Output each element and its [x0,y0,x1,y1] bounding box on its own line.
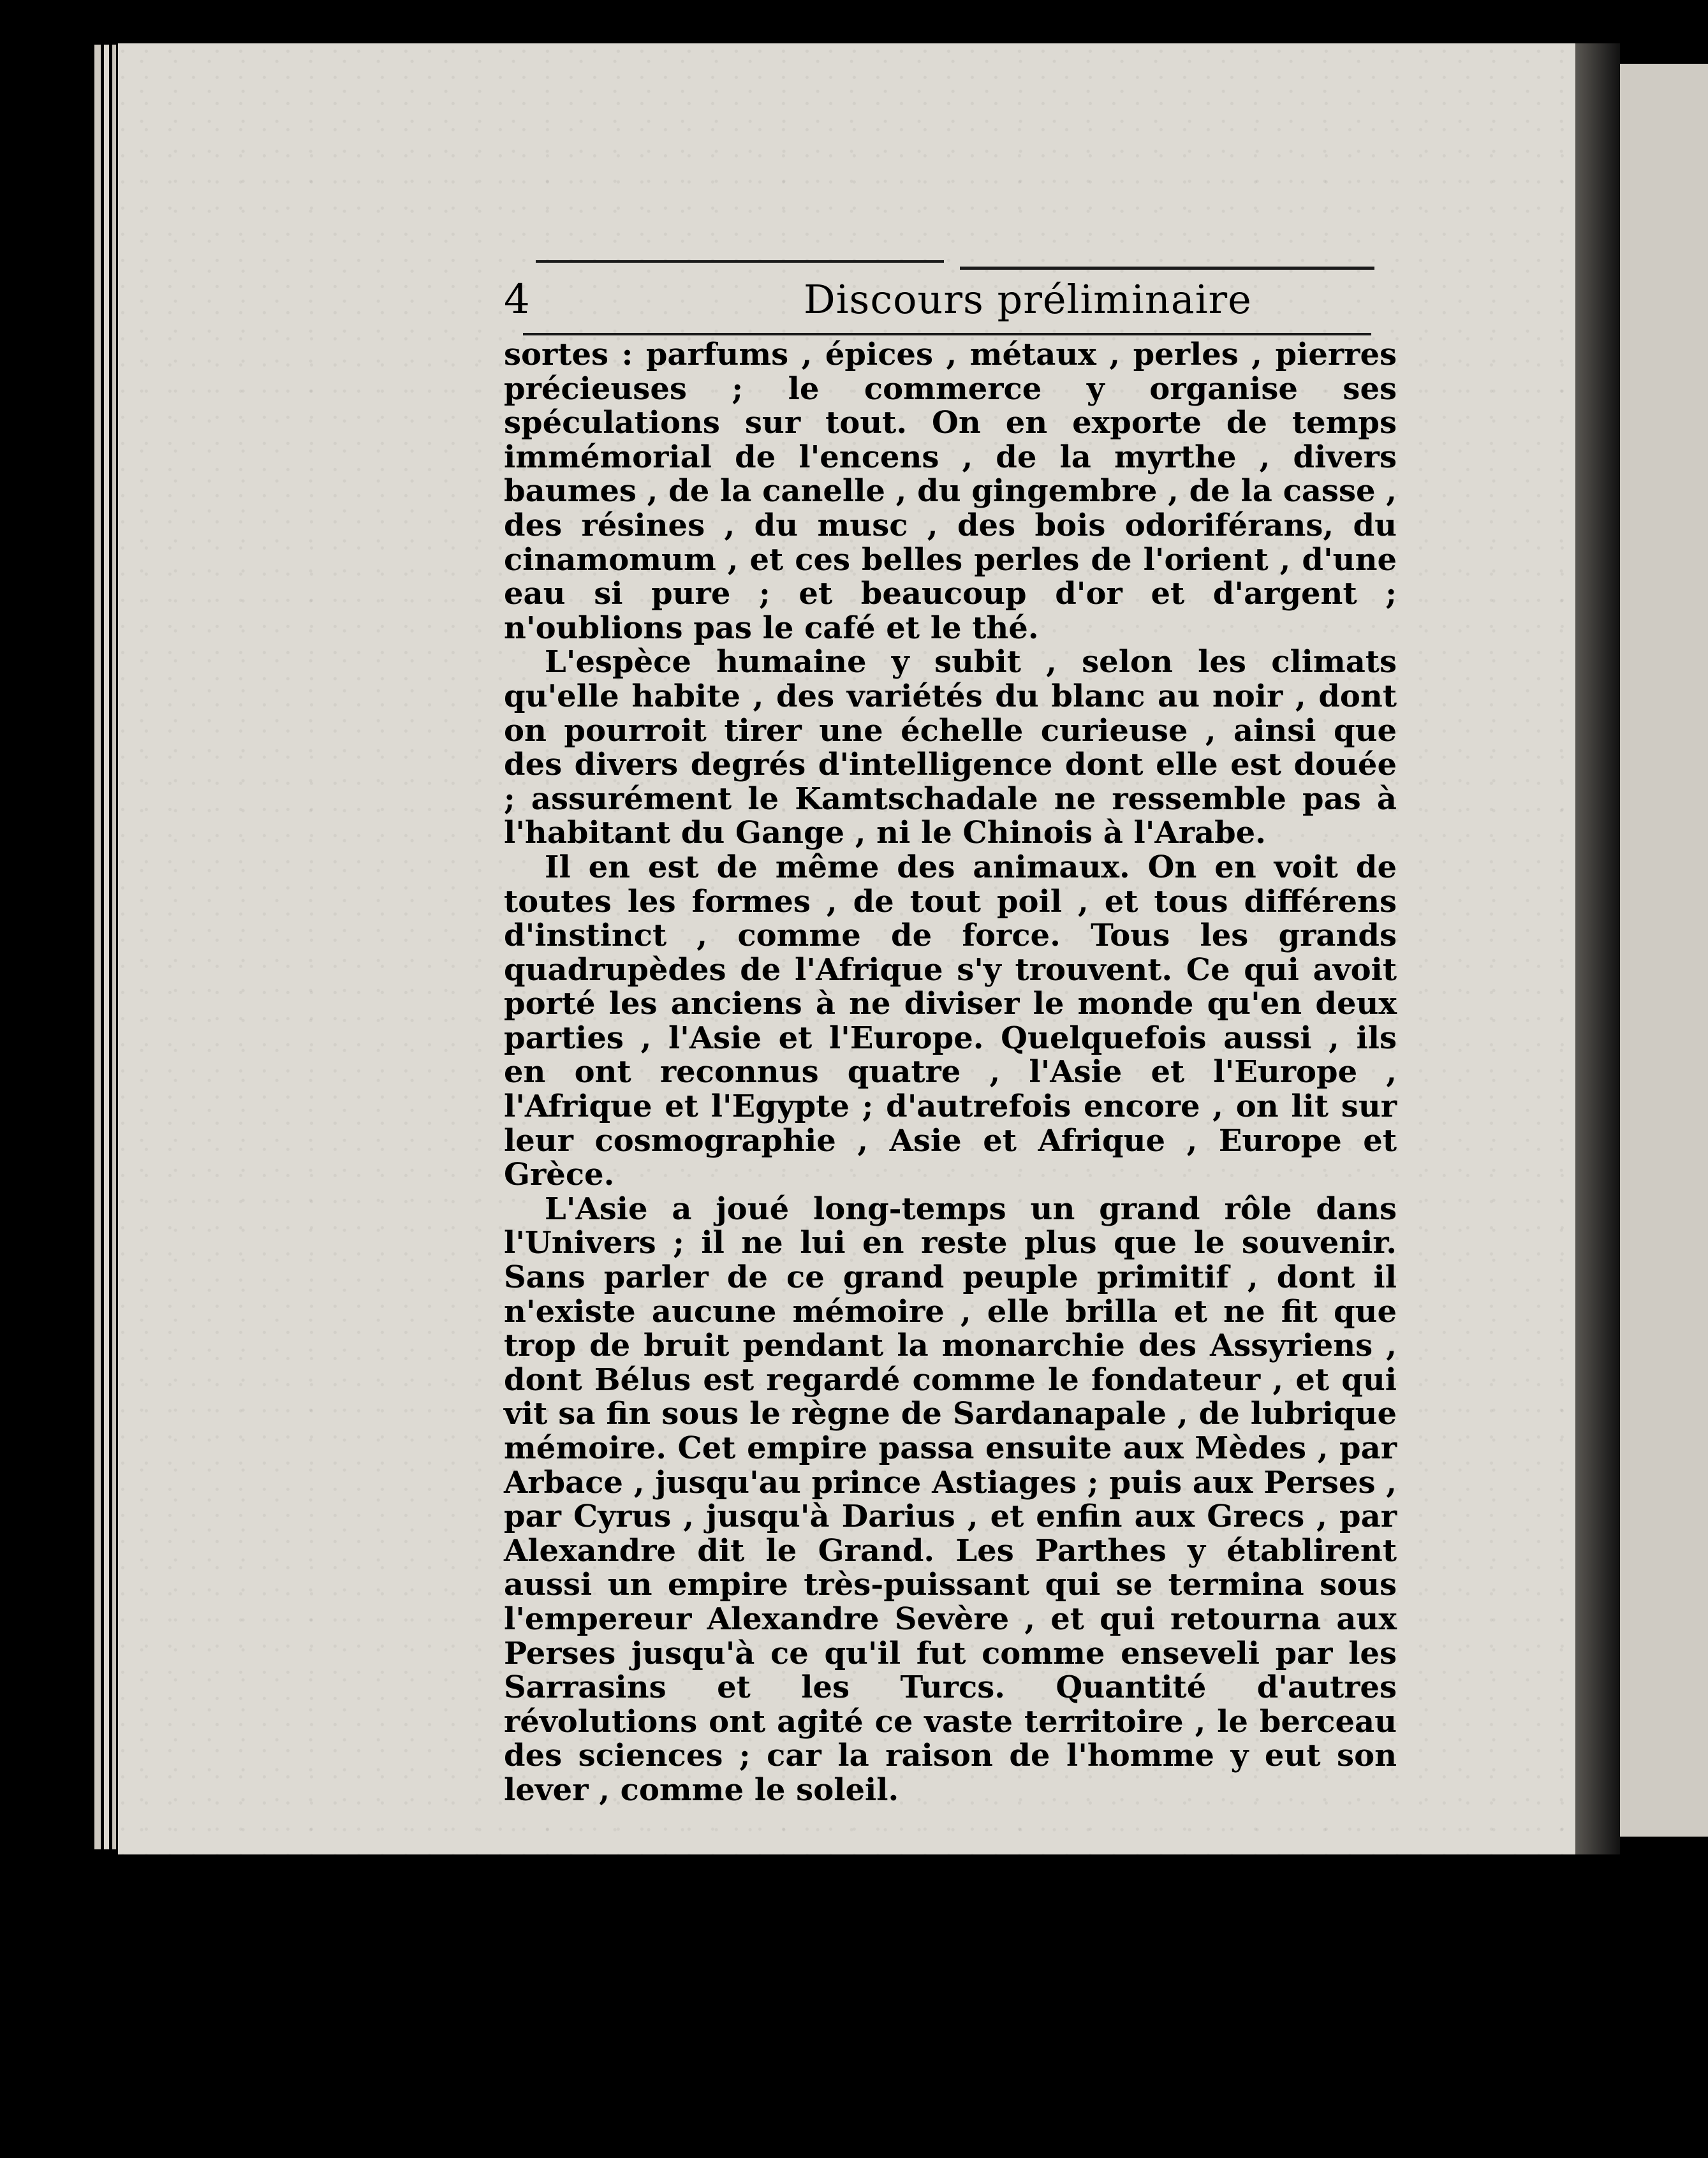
header-rule [960,267,1374,270]
paragraph: L'espèce humaine y subit , selon les climats qu'elle habite , des variétés du blanc au noir , dont on pourroit tirer une échelle curieuse , ainsi que des divers degrés d'intelligence dont elle est douée ; assurément le Kamtschadale ne ressemble pas à l'habitant du Gange , ni le Chinois à l'Arabe. [504,644,1397,851]
spine-shadow [1575,43,1620,1854]
body-text [504,338,1397,1808]
page-edge [94,45,101,1849]
paragraph: L'Asie a joué long-temps un grand rôle dans l'Univers ; il ne lui en reste plus que le souvenir. Sans parler de ce grand peuple primitif , dont il n'existe aucune mémoire , elle brilla et ne fit que trop de bruit pendant la monarchie des Assyriens , dont Bélus est regardé comme le fondateur , et qui vit sa fin sous le règne de Sardanapale , de lubrique mémoire. Cet empire passa ensuite aux Mèdes , par Arbace , jusqu'au prince Astiages ; puis aux Perses , par Cyrus , jusqu'à Darius , et enfin aux Grecs , par Alexandre dit le Grand. Les Parthes y établirent aussi un empire très-puissant qui se termina sous l'empereur Alexandre Sevère , et qui retourna aux Perses jusqu'à ce qu'il fut comme enseveli par les Sarrasins et les Turcs. Quantité d'autres révolutions ont agité ce vaste territoire , le berceau des sciences ; car la raison de l'homme y eut son lever , comme le soleil. [504,1191,1397,1808]
header-rule [536,260,944,263]
page-edge [112,45,116,1849]
page-header [504,274,1397,325]
header-underline [523,333,1371,335]
paragraph: sortes : parfums , épices , métaux , perles , pierres précieuses ; le commerce y organise ses spéculations sur tout. On en exporte de temps immémorial de l'encens , de la myrthe , divers baumes , de la canelle , du gingembre , de la casse , des résines , du musc , des bois odoriférans, du cinamomum , et ces belles perles de l'orient , d'une eau si pure ; et beaucoup d'or et d'argent ; n'oublions pas le café et le thé. [504,337,1397,646]
facing-page-edge [1620,64,1708,1837]
paragraph: Il en est de même des animaux. On en voit de toutes les formes , de tout poil , et tous différens d'instinct , comme de force. Tous les grands quadrupèdes de l'Afrique s'y trouvent. Ce qui avoit porté les anciens à ne diviser le monde qu'en deux parties , l'Asie et l'Europe. Quelquefois aussi , ils en ont reconnus quatre , l'Asie et l'Europe , l'Afrique et l'Egypte ; d'autrefois encore , on lit sur leur cosmographie , Asie et Afrique , Europe et Grèce. [504,849,1397,1193]
running-title: Discours préliminaire [804,276,1252,323]
page-edge [104,45,109,1849]
page-number: 4 [504,276,530,323]
